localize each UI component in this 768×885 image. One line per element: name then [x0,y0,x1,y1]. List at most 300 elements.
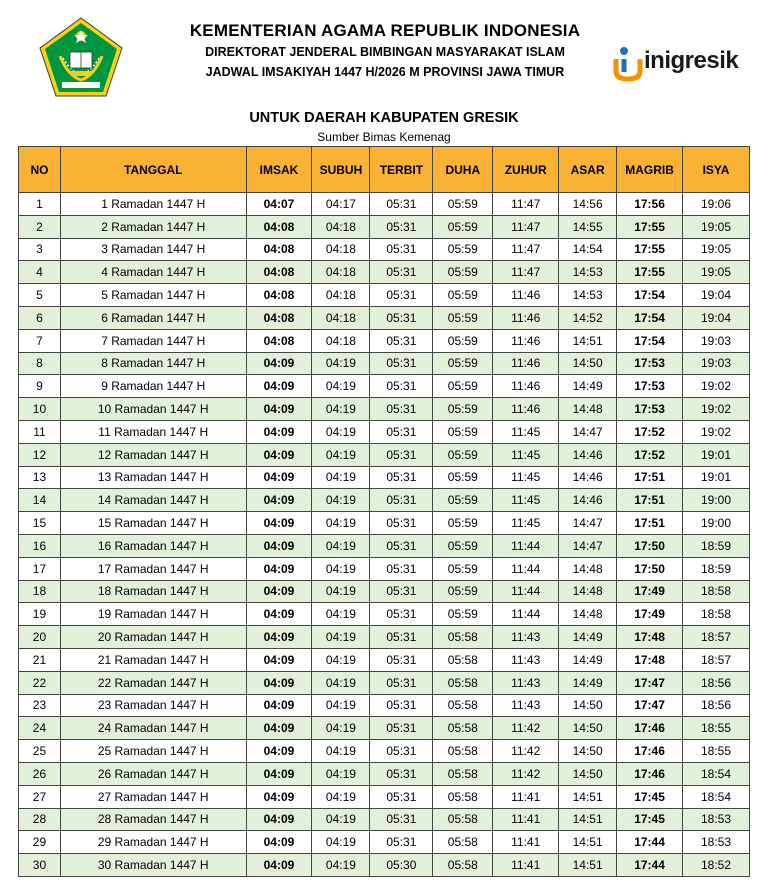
table-row [19,648,750,671]
cell-zuhur: 11:47 [493,193,559,216]
cell-isya: 19:00 [683,512,750,535]
cell-terbit: 05:31 [370,238,433,261]
table-row [19,717,750,740]
cell-terbit: 05:31 [370,261,433,284]
table-row [19,398,750,421]
imsakiyah-table [18,146,750,877]
cell-tanggal: 22 Ramadan 1447 H [60,671,246,694]
cell-isya: 19:05 [683,215,750,238]
cell-subuh: 04:17 [312,193,370,216]
cell-no: 12 [19,443,61,466]
cell-imsak: 04:09 [246,557,312,580]
cell-asar: 14:49 [559,671,617,694]
cell-terbit: 05:31 [370,466,433,489]
cell-isya: 19:00 [683,489,750,512]
cell-imsak: 04:09 [246,375,312,398]
cell-tanggal: 8 Ramadan 1447 H [60,352,246,375]
cell-tanggal: 2 Ramadan 1447 H [60,215,246,238]
cell-magrib: 17:55 [617,238,683,261]
cell-zuhur: 11:42 [493,762,559,785]
cell-subuh: 04:19 [312,626,370,649]
cell-imsak: 04:09 [246,717,312,740]
cell-tanggal: 28 Ramadan 1447 H [60,808,246,831]
cell-subuh: 04:18 [312,306,370,329]
cell-tanggal: 11 Ramadan 1447 H [60,420,246,443]
cell-asar: 14:48 [559,603,617,626]
cell-subuh: 04:18 [312,261,370,284]
table-row [19,489,750,512]
cell-imsak: 04:09 [246,603,312,626]
cell-no: 1 [19,193,61,216]
cell-no: 16 [19,534,61,557]
schedule-title: JADWAL IMSAKIYAH 1447 H/2026 M PROVINSI JAWA TIMUR [205,65,565,79]
cell-subuh: 04:19 [312,375,370,398]
cell-zuhur: 11:43 [493,671,559,694]
cell-subuh: 04:19 [312,443,370,466]
cell-tanggal: 14 Ramadan 1447 H [60,489,246,512]
cell-tanggal: 1 Ramadan 1447 H [60,193,246,216]
cell-subuh: 04:19 [312,762,370,785]
cell-tanggal: 19 Ramadan 1447 H [60,603,246,626]
cell-asar: 14:47 [559,512,617,535]
table-header-row [19,147,750,193]
cell-isya: 18:55 [683,717,750,740]
cell-subuh: 04:19 [312,580,370,603]
cell-no: 5 [19,284,61,307]
cell-imsak: 04:09 [246,352,312,375]
cell-zuhur: 11:46 [493,352,559,375]
table-row [19,808,750,831]
cell-magrib: 17:45 [617,808,683,831]
cell-isya: 19:01 [683,443,750,466]
cell-magrib: 17:53 [617,352,683,375]
cell-duha: 05:59 [433,443,493,466]
cell-no: 11 [19,420,61,443]
cell-subuh: 04:19 [312,671,370,694]
cell-tanggal: 25 Ramadan 1447 H [60,740,246,763]
table-row [19,762,750,785]
cell-asar: 14:50 [559,740,617,763]
cell-imsak: 04:09 [246,854,312,877]
cell-magrib: 17:50 [617,534,683,557]
cell-terbit: 05:31 [370,671,433,694]
cell-no: 8 [19,352,61,375]
cell-zuhur: 11:46 [493,306,559,329]
cell-imsak: 04:09 [246,740,312,763]
cell-terbit: 05:31 [370,762,433,785]
cell-zuhur: 11:41 [493,831,559,854]
cell-isya: 19:02 [683,420,750,443]
cell-terbit: 05:31 [370,375,433,398]
cell-duha: 05:59 [433,284,493,307]
cell-zuhur: 11:45 [493,466,559,489]
table-row [19,352,750,375]
cell-duha: 05:59 [433,398,493,421]
cell-no: 25 [19,740,61,763]
cell-magrib: 17:46 [617,717,683,740]
cell-tanggal: 6 Ramadan 1447 H [60,306,246,329]
cell-asar: 14:53 [559,261,617,284]
cell-zuhur: 11:41 [493,808,559,831]
cell-subuh: 04:19 [312,489,370,512]
cell-subuh: 04:19 [312,557,370,580]
cell-asar: 14:48 [559,557,617,580]
cell-zuhur: 11:45 [493,420,559,443]
cell-imsak: 04:09 [246,512,312,535]
cell-terbit: 05:31 [370,648,433,671]
cell-imsak: 04:08 [246,215,312,238]
cell-magrib: 17:49 [617,603,683,626]
cell-tanggal: 24 Ramadan 1447 H [60,717,246,740]
cell-terbit: 05:31 [370,306,433,329]
cell-no: 15 [19,512,61,535]
table-row [19,694,750,717]
cell-zuhur: 11:44 [493,557,559,580]
cell-isya: 19:03 [683,352,750,375]
table-row [19,831,750,854]
cell-terbit: 05:31 [370,512,433,535]
column-header-no: NO [19,147,61,193]
cell-terbit: 05:31 [370,193,433,216]
cell-magrib: 17:55 [617,215,683,238]
cell-duha: 05:58 [433,717,493,740]
cell-no: 4 [19,261,61,284]
cell-duha: 05:59 [433,329,493,352]
cell-asar: 14:56 [559,193,617,216]
cell-asar: 14:55 [559,215,617,238]
cell-isya: 19:06 [683,193,750,216]
cell-magrib: 17:44 [617,854,683,877]
cell-isya: 18:54 [683,762,750,785]
table-row [19,284,750,307]
cell-magrib: 17:51 [617,489,683,512]
table-row [19,671,750,694]
cell-zuhur: 11:47 [493,215,559,238]
cell-no: 28 [19,808,61,831]
cell-asar: 14:51 [559,808,617,831]
title-block [150,20,620,82]
cell-tanggal: 3 Ramadan 1447 H [60,238,246,261]
cell-tanggal: 9 Ramadan 1447 H [60,375,246,398]
cell-asar: 14:50 [559,352,617,375]
cell-zuhur: 11:43 [493,626,559,649]
table-row [19,443,750,466]
cell-no: 10 [19,398,61,421]
cell-magrib: 17:47 [617,671,683,694]
cell-magrib: 17:54 [617,284,683,307]
cell-duha: 05:59 [433,261,493,284]
cell-asar: 14:47 [559,534,617,557]
table-row [19,603,750,626]
cell-imsak: 04:09 [246,762,312,785]
cell-asar: 14:49 [559,375,617,398]
cell-terbit: 05:31 [370,443,433,466]
cell-zuhur: 11:44 [493,580,559,603]
table-row [19,557,750,580]
table-row [19,261,750,284]
cell-magrib: 17:45 [617,785,683,808]
cell-no: 2 [19,215,61,238]
table-row [19,193,750,216]
cell-magrib: 17:52 [617,443,683,466]
cell-tanggal: 30 Ramadan 1447 H [60,854,246,877]
inigresik-mark-icon [612,45,646,83]
table-row [19,626,750,649]
cell-asar: 14:49 [559,626,617,649]
cell-zuhur: 11:46 [493,329,559,352]
cell-tanggal: 27 Ramadan 1447 H [60,785,246,808]
cell-zuhur: 11:43 [493,694,559,717]
cell-subuh: 04:19 [312,717,370,740]
cell-subuh: 04:19 [312,854,370,877]
cell-subuh: 04:19 [312,466,370,489]
cell-zuhur: 11:47 [493,261,559,284]
table-row [19,785,750,808]
cell-duha: 05:59 [433,420,493,443]
cell-no: 6 [19,306,61,329]
cell-imsak: 04:09 [246,808,312,831]
cell-terbit: 05:31 [370,626,433,649]
cell-subuh: 04:19 [312,603,370,626]
cell-duha: 05:59 [433,375,493,398]
cell-asar: 14:48 [559,580,617,603]
cell-imsak: 04:09 [246,580,312,603]
cell-tanggal: 18 Ramadan 1447 H [60,580,246,603]
cell-magrib: 17:50 [617,557,683,580]
cell-subuh: 04:18 [312,284,370,307]
cell-duha: 05:59 [433,489,493,512]
cell-duha: 05:59 [433,534,493,557]
cell-zuhur: 11:44 [493,603,559,626]
cell-no: 9 [19,375,61,398]
cell-magrib: 17:51 [617,466,683,489]
cell-imsak: 04:08 [246,329,312,352]
cell-no: 20 [19,626,61,649]
cell-no: 18 [19,580,61,603]
cell-subuh: 04:19 [312,352,370,375]
cell-no: 21 [19,648,61,671]
cell-terbit: 05:31 [370,557,433,580]
cell-imsak: 04:08 [246,284,312,307]
cell-duha: 05:59 [433,352,493,375]
cell-zuhur: 11:43 [493,648,559,671]
cell-duha: 05:58 [433,671,493,694]
cell-imsak: 04:09 [246,626,312,649]
cell-no: 24 [19,717,61,740]
cell-duha: 05:58 [433,626,493,649]
column-header-duha: DUHA [433,147,493,193]
cell-magrib: 17:44 [617,831,683,854]
cell-subuh: 04:19 [312,785,370,808]
column-header-isya: ISYA [683,147,750,193]
cell-zuhur: 11:44 [493,534,559,557]
cell-duha: 05:58 [433,694,493,717]
cell-isya: 19:05 [683,261,750,284]
cell-magrib: 17:53 [617,375,683,398]
cell-zuhur: 11:47 [493,238,559,261]
cell-zuhur: 11:45 [493,443,559,466]
cell-isya: 18:59 [683,534,750,557]
cell-no: 7 [19,329,61,352]
cell-asar: 14:46 [559,466,617,489]
cell-magrib: 17:54 [617,306,683,329]
inigresik-logo [612,45,742,85]
cell-asar: 14:50 [559,694,617,717]
cell-zuhur: 11:46 [493,284,559,307]
cell-terbit: 05:31 [370,580,433,603]
cell-subuh: 04:18 [312,329,370,352]
cell-tanggal: 17 Ramadan 1447 H [60,557,246,580]
cell-isya: 18:56 [683,694,750,717]
cell-terbit: 05:31 [370,398,433,421]
cell-isya: 18:57 [683,626,750,649]
cell-no: 29 [19,831,61,854]
cell-duha: 05:59 [433,557,493,580]
cell-magrib: 17:46 [617,762,683,785]
table-row [19,306,750,329]
cell-asar: 14:51 [559,854,617,877]
table-row [19,329,750,352]
table-row [19,375,750,398]
cell-asar: 14:50 [559,717,617,740]
column-header-magrib: MAGRIB [617,147,683,193]
cell-asar: 14:51 [559,329,617,352]
cell-zuhur: 11:41 [493,785,559,808]
cell-terbit: 05:31 [370,785,433,808]
cell-duha: 05:58 [433,854,493,877]
cell-tanggal: 26 Ramadan 1447 H [60,762,246,785]
cell-tanggal: 21 Ramadan 1447 H [60,648,246,671]
region-title: UNTUK DAERAH KABUPATEN GRESIK [249,110,519,126]
cell-imsak: 04:09 [246,466,312,489]
cell-terbit: 05:31 [370,329,433,352]
cell-zuhur: 11:42 [493,717,559,740]
column-header-asar: ASAR [559,147,617,193]
table-row [19,238,750,261]
cell-magrib: 17:49 [617,580,683,603]
table-row [19,420,750,443]
cell-duha: 05:59 [433,580,493,603]
cell-tanggal: 16 Ramadan 1447 H [60,534,246,557]
kemenag-emblem-icon [38,16,124,98]
cell-magrib: 17:47 [617,694,683,717]
cell-imsak: 04:09 [246,489,312,512]
cell-terbit: 05:31 [370,694,433,717]
cell-magrib: 17:46 [617,740,683,763]
column-header-subuh: SUBUH [312,147,370,193]
directorate-subtitle: DIREKTORAT JENDERAL BIMBINGAN MASYARAKAT ISLAM [205,45,565,59]
table-body [19,193,750,877]
cell-zuhur: 11:42 [493,740,559,763]
cell-asar: 14:48 [559,398,617,421]
column-header-terbit: TERBIT [370,147,433,193]
cell-duha: 05:59 [433,215,493,238]
cell-zuhur: 11:46 [493,398,559,421]
cell-imsak: 04:09 [246,785,312,808]
cell-terbit: 05:31 [370,534,433,557]
cell-tanggal: 4 Ramadan 1447 H [60,261,246,284]
cell-magrib: 17:48 [617,648,683,671]
cell-terbit: 05:31 [370,831,433,854]
cell-isya: 19:03 [683,329,750,352]
cell-no: 22 [19,671,61,694]
cell-imsak: 04:09 [246,694,312,717]
cell-isya: 19:04 [683,306,750,329]
cell-asar: 14:51 [559,831,617,854]
cell-duha: 05:59 [433,238,493,261]
cell-subuh: 04:19 [312,808,370,831]
cell-imsak: 04:09 [246,534,312,557]
cell-magrib: 17:55 [617,261,683,284]
cell-isya: 19:02 [683,375,750,398]
cell-duha: 05:58 [433,740,493,763]
cell-isya: 18:52 [683,854,750,877]
cell-magrib: 17:56 [617,193,683,216]
cell-isya: 18:54 [683,785,750,808]
cell-terbit: 05:31 [370,215,433,238]
table-row [19,512,750,535]
cell-zuhur: 11:45 [493,512,559,535]
cell-asar: 14:51 [559,785,617,808]
cell-isya: 18:58 [683,580,750,603]
cell-asar: 14:54 [559,238,617,261]
cell-asar: 14:53 [559,284,617,307]
cell-no: 27 [19,785,61,808]
cell-terbit: 05:31 [370,420,433,443]
cell-isya: 18:57 [683,648,750,671]
table-row [19,466,750,489]
cell-subuh: 04:19 [312,534,370,557]
table-row [19,215,750,238]
source-note: Sumber Bimas Kemenag [317,130,451,144]
cell-no: 26 [19,762,61,785]
cell-isya: 18:53 [683,808,750,831]
table-row [19,580,750,603]
cell-asar: 14:52 [559,306,617,329]
brand-text: inigresik [644,47,739,74]
cell-duha: 05:59 [433,512,493,535]
cell-asar: 14:46 [559,443,617,466]
cell-subuh: 04:19 [312,398,370,421]
cell-tanggal: 5 Ramadan 1447 H [60,284,246,307]
cell-magrib: 17:51 [617,512,683,535]
cell-duha: 05:59 [433,466,493,489]
cell-asar: 14:46 [559,489,617,512]
cell-duha: 05:59 [433,306,493,329]
cell-zuhur: 11:45 [493,489,559,512]
cell-isya: 18:58 [683,603,750,626]
cell-terbit: 05:31 [370,717,433,740]
column-header-tanggal: TANGGAL [60,147,246,193]
cell-isya: 19:01 [683,466,750,489]
cell-imsak: 04:09 [246,420,312,443]
cell-isya: 19:04 [683,284,750,307]
cell-isya: 18:55 [683,740,750,763]
column-header-zuhur: ZUHUR [493,147,559,193]
cell-terbit: 05:31 [370,603,433,626]
cell-subuh: 04:19 [312,694,370,717]
cell-subuh: 04:19 [312,420,370,443]
cell-tanggal: 12 Ramadan 1447 H [60,443,246,466]
cell-zuhur: 11:41 [493,854,559,877]
cell-duha: 05:59 [433,603,493,626]
cell-imsak: 04:08 [246,261,312,284]
cell-subuh: 04:19 [312,740,370,763]
cell-isya: 18:59 [683,557,750,580]
cell-tanggal: 7 Ramadan 1447 H [60,329,246,352]
cell-no: 3 [19,238,61,261]
cell-tanggal: 23 Ramadan 1447 H [60,694,246,717]
